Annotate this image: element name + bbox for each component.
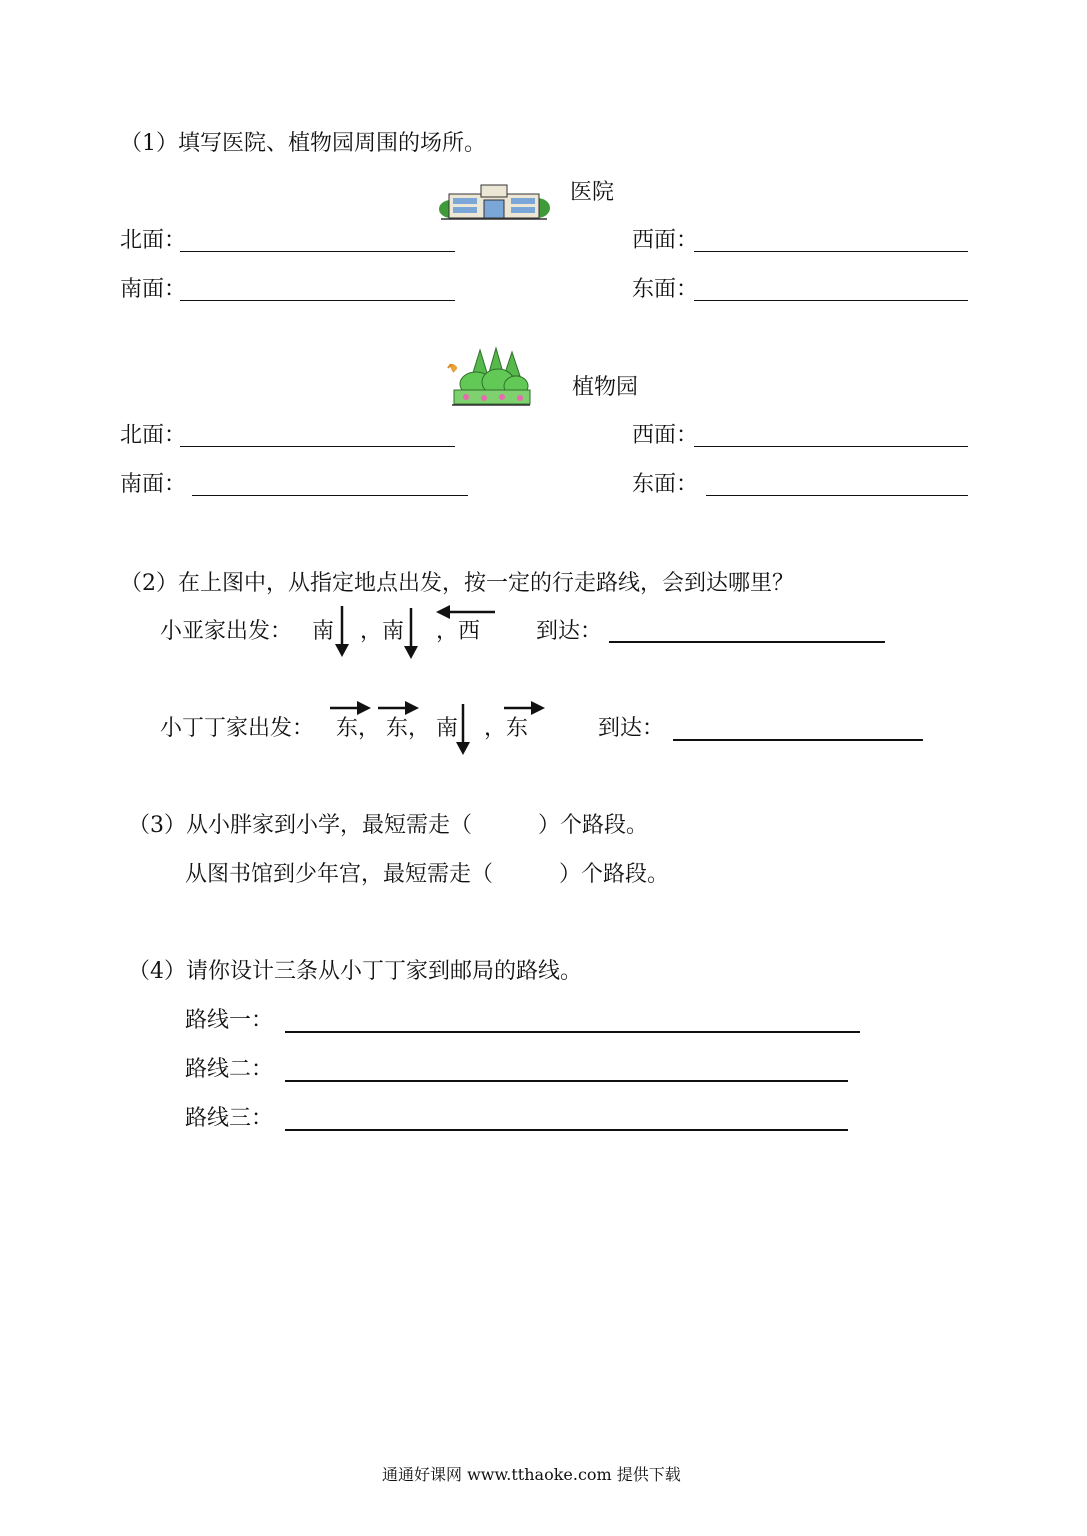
route1-step-2: ，南 [360,619,405,644]
route-two-label: 路线二： [185,1057,274,1082]
left-arrow-icon [436,604,496,620]
page-footer: 通通好课网 www.tthaoke.com 提供下载 [382,1465,681,1484]
botanical-garden-icon [436,346,532,408]
route1-start: 小亚家出发： [160,619,293,644]
q3-line2: 从图书馆到少年宫，最短需走（ ）个路段。 [185,862,670,887]
route1-answer-blank[interactable] [609,641,885,643]
garden-label: 植物园 [572,375,639,400]
route-three-blank[interactable] [285,1129,848,1131]
route1-step-1: 南 [312,619,335,644]
garden-north-label: 北面： [120,423,187,448]
route-two-blank[interactable] [285,1080,848,1082]
hospital-north-blank[interactable] [180,251,455,252]
hospital-south-blank[interactable] [180,300,455,301]
right-arrow-icon [330,700,372,716]
q2-title: （2）在上图中，从指定地点出发，按一定的行走路线，会到达哪里？ [120,571,794,596]
hospital-west-label: 西面： [632,228,699,253]
route-one-blank[interactable] [285,1031,860,1033]
garden-east-label: 东面： [632,472,699,497]
q3-line1: （3）从小胖家到小学，最短需走（ ）个路段。 [128,813,648,838]
garden-north-blank[interactable] [180,446,455,447]
route1-arrive: 到达： [536,619,603,644]
hospital-east-label: 东面： [632,277,699,302]
route2-step-2: 东， [386,716,431,741]
route2-step-4: ，东 [484,716,529,741]
right-arrow-icon [504,700,546,716]
garden-south-blank[interactable] [192,495,468,496]
down-arrow-icon [455,704,471,756]
hospital-west-blank[interactable] [694,251,968,252]
q4-title: （4）请你设计三条从小丁丁家到邮局的路线。 [128,959,582,984]
route-three-label: 路线三： [185,1106,274,1131]
route1-step-3: ，西 [436,619,481,644]
hospital-east-blank[interactable] [694,300,968,301]
right-arrow-icon [378,700,420,716]
route2-start: 小丁丁家出发： [160,716,315,741]
garden-south-label: 南面： [120,472,187,497]
garden-east-blank[interactable] [706,495,968,496]
q1-title: （1）填写医院、植物园周围的场所。 [120,131,486,156]
down-arrow-icon [334,606,350,658]
route2-step-3: 南 [436,716,459,741]
down-arrow-icon [403,608,419,660]
hospital-icon [437,182,551,222]
route2-arrive: 到达： [598,716,665,741]
route-one-label: 路线一： [185,1008,274,1033]
route2-answer-blank[interactable] [673,739,923,741]
route2-step-1: 东， [336,716,381,741]
garden-west-label: 西面： [632,423,699,448]
hospital-south-label: 南面： [120,277,187,302]
hospital-label: 医院 [570,180,615,205]
garden-west-blank[interactable] [694,446,968,447]
hospital-north-label: 北面： [120,228,187,253]
